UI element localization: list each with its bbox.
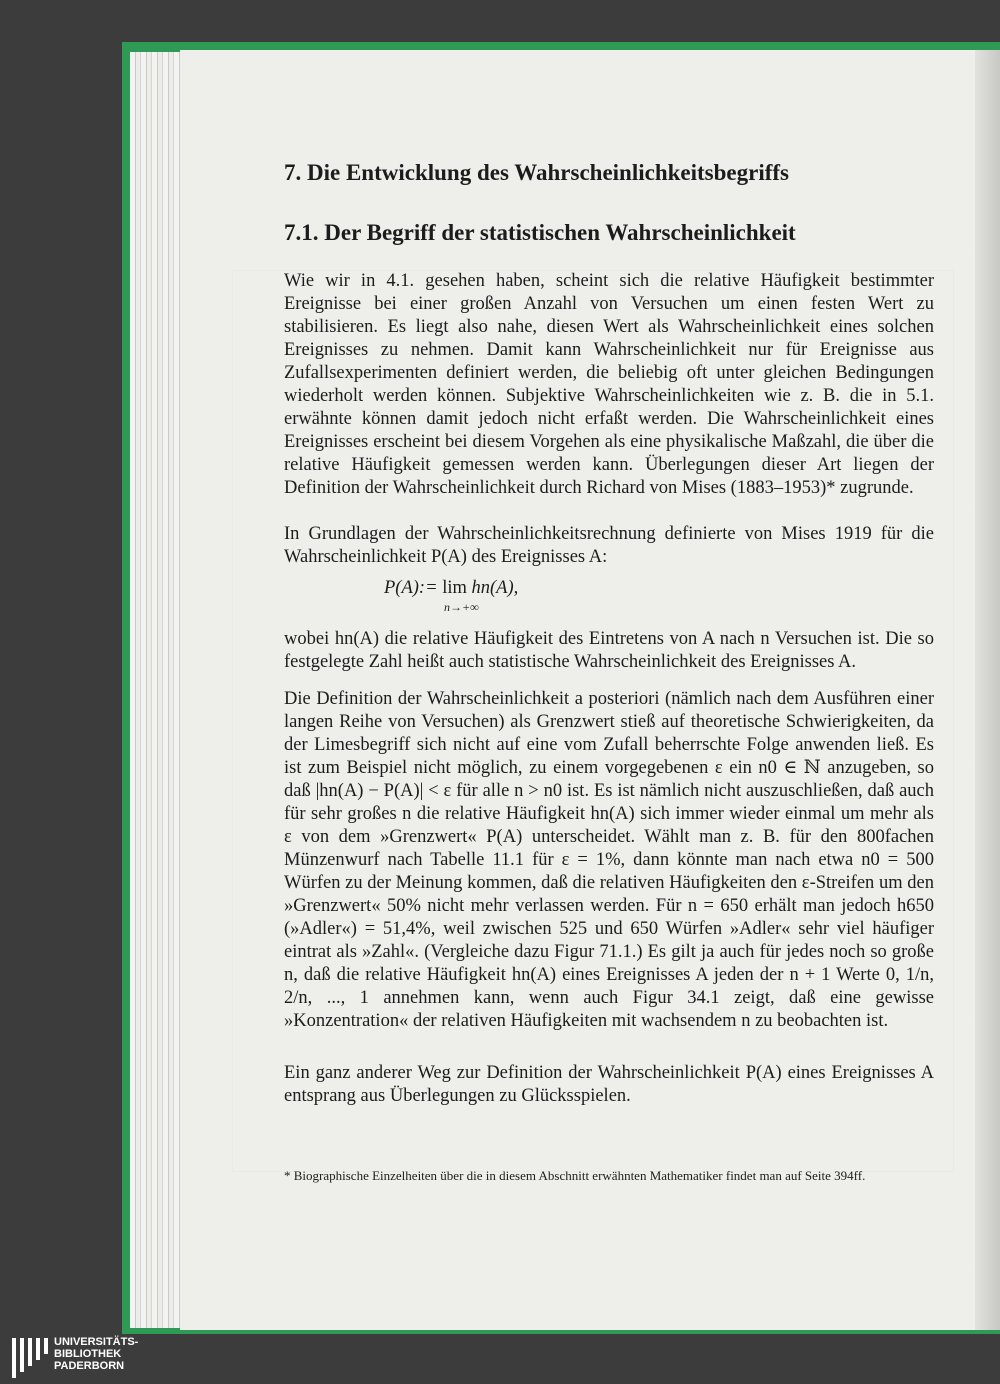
paragraph-2 [284,523,934,569]
library-logo [6,1336,206,1382]
paragraph-3-text: wobei hn(A) die relative Häufigkeit des Eintretens von A nach n Versuchen ist. Die so festgelegte Zahl heißt auch statistische Wahrscheinlichkeit des Ereignisses A. [284,629,934,672]
paragraph-2-text: In Grundlagen der Wahrscheinlichkeitsrechnung definierte von Mises 1919 für die Wahrscheinlichkeit P(A) des Ereignisses A: [284,524,934,567]
paragraph-1-text: Wie wir in 4.1. gesehen haben, scheint sich die relative Häufigkeit bestimmter Ereignisse bei einer großen Anzahl von Versuchen um einen festen Wert zu stabilisieren. Es liegt also nahe, diesen Wert als Wahrscheinlichkeit eines solchen Ereignisses zu nehmen. Damit kann Wahrscheinlichkeit nur für Ereignisse aus Zufallsexperimenten definiert werden, die beliebig oft unter gleichen Bedingungen wiederholt werden können. Subjektive Wahrscheinlichkeiten wie z. B. die in 5.1. erwähnte können damit jedoch nicht erfaßt werden. Die Wahrscheinlichkeit eines Ereignisses erscheint bei diesem Vorgehen als eine physikalische Maßzahl, die über die relative Häufigkeit gemessen werden kann. Überlegungen dieser Art liegen der Definition der Wahrscheinlichkeit durch Richard von Mises (1883–1953)* zugrunde. [284,271,934,498]
section-title: 7.1. Der Begriff der statistischen Wahrscheinlichkeit [284,220,796,245]
library-logo-text [54,1336,138,1372]
formula-rhs: hn(A), [471,578,519,598]
formula-lim: lim [442,578,467,598]
paragraph-5-text: Ein ganz anderer Weg zur Definition der Wahrscheinlichkeit P(A) eines Ereignisses A entsprang aus Überlegungen zu Glücksspielen. [284,1063,934,1106]
footnote: * Biographische Einzelheiten über die in diesem Abschnitt erwähnten Mathematiker findet man auf Seite 394ff. [284,1168,866,1183]
logo-line-1: UNIVERSITÄTS- [54,1336,139,1348]
page-edges [130,52,186,1328]
paragraph-4 [284,688,934,1033]
paragraph-5 [284,1062,934,1108]
page-curl-shade [975,50,1000,1330]
paragraph-3 [284,628,934,674]
chapter-title: 7. Die Entwicklung des Wahrscheinlichkeitsbegriffs [284,160,789,185]
limit-formula [384,578,519,614]
logo-line-3: PADERBORN [54,1360,125,1372]
library-logo-icon [12,1338,50,1378]
formula-subscript: n→+∞ [444,600,479,614]
paragraph-1 [284,270,934,500]
logo-line-2: BIBLIOTHEK [54,1348,122,1360]
paragraph-4-text: Die Definition der Wahrscheinlichkeit a posteriori (nämlich nach dem Ausführen einer langen Reihe von Versuchen) als Grenzwert stieß auf theoretische Schwierigkeiten, da der Limesbegriff sich nicht auf eine vom Zufall beherrschte Folge anwenden ließ. Es ist zum Beispiel nicht möglich, zu einem vorgegebenen ε ein n0 ∈ ℕ anzugeben, so daß |hn(A) − P(A)| < ε für alle n > n0 ist. Es ist nämlich nicht auszuschließen, daß auch für sehr großes n die relative Häufigkeit hn(A) sich immer wieder einmal um mehr als ε von dem »Grenzwert« P(A) unterscheidet. Wählt man z. B. für den 800fachen Münzenwurf nach Tabelle 11.1 für ε = 1%, dann könnte man nach etwa n0 = 500 Würfen zu der Meinung kommen, daß die relativen Häufigkeiten den ε-Streifen um den »Grenzwert« 50% nicht mehr verlassen werden. Für n = 650 erhält man jedoch h650 (»Adler«) = 51,4%, weil zwischen 525 und 650 Würfen »Adler« sehr viel häufiger eintrat als »Zahl«. (Vergleiche dazu Figur 71.1.) Es gilt ja auch für jedes noch so große n, daß die relative Häufigkeit hn(A) eines Ereignisses A jeden der n + 1 Werte 0, 1/n, 2/n, ..., 1 annehmen kann, wenn auch Figur 34.1 zeigt, daß eine gewisse »Konzentration« der relativen Häufigkeiten mit wachsendem n zu beobachten ist. [284,689,934,1031]
formula-lhs: P(A):= [384,578,438,598]
